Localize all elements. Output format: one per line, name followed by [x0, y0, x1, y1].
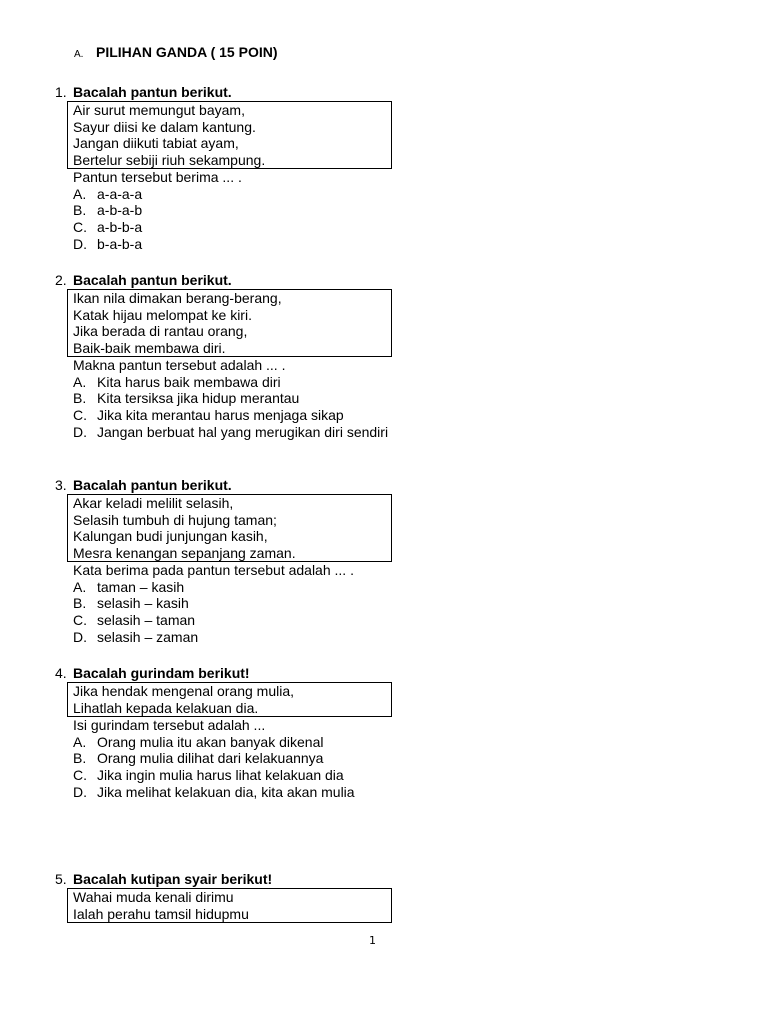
passage-line: Air surut memungut bayam,	[73, 102, 245, 118]
question-instruction: Bacalah pantun berikut.	[73, 272, 232, 288]
option-letter: A.	[73, 373, 87, 390]
question-instruction: Bacalah kutipan syair berikut!	[73, 871, 273, 887]
question-header	[55, 664, 392, 682]
passage-line: Mesra kenangan sepanjang zaman.	[73, 544, 296, 561]
option-text: b-a-b-a	[97, 235, 143, 252]
option-letter: A.	[73, 578, 87, 595]
option-text: a-a-a-a	[97, 185, 143, 202]
option-text: Kita harus baik membawa diri	[97, 373, 281, 390]
section-heading	[74, 44, 278, 60]
passage-line: Bertelur sebiji riuh sekampung.	[73, 151, 266, 168]
option-letter: D.	[73, 423, 87, 440]
option-b	[73, 750, 392, 767]
passage-line: Baik-baik membawa diri.	[73, 339, 226, 356]
question-5	[55, 870, 392, 923]
option-text: Jika kita merantau harus menjaga sikap	[97, 407, 344, 424]
option-text: selasih – zaman	[97, 628, 199, 645]
question-number: 1.	[55, 84, 67, 100]
question-stem: Isi gurindam tersebut adalah ...	[73, 717, 266, 733]
option-a	[73, 186, 392, 203]
passage-line: Selasih tumbuh di hujung taman;	[73, 511, 277, 528]
question-1	[55, 83, 392, 253]
option-letter: D.	[73, 628, 87, 645]
option-d	[73, 424, 392, 441]
section-title: PILIHAN GANDA ( 15 POIN)	[96, 44, 278, 60]
option-b	[73, 595, 392, 612]
question-stem: Makna pantun tersebut adalah ... .	[73, 357, 286, 373]
option-d	[73, 629, 392, 646]
question-2	[55, 271, 392, 441]
option-d	[73, 236, 392, 253]
option-b	[73, 390, 392, 407]
question-header	[55, 870, 392, 888]
passage-line: Jangan diikuti tabiat ayam,	[73, 135, 239, 151]
question-instruction: Bacalah pantun berikut.	[73, 477, 232, 493]
pantun-box	[67, 289, 392, 357]
passage-line: Lihatlah kepada kelakuan dia.	[73, 699, 259, 716]
option-letter: C.	[73, 612, 87, 629]
option-c	[73, 219, 392, 236]
option-a	[73, 734, 392, 751]
option-a	[73, 579, 392, 596]
option-text: Jangan berbuat hal yang merugikan diri sendiri	[97, 423, 389, 440]
question-3	[55, 476, 392, 646]
option-text: Jika melihat kelakuan dia, kita akan mulia	[97, 783, 355, 800]
passage-line: Katak hijau melompat ke kiri.	[73, 306, 252, 323]
passage-line: Wahai muda kenali dirimu	[73, 889, 234, 905]
option-letter: A.	[73, 185, 87, 202]
option-c	[73, 407, 392, 424]
option-letter: B.	[73, 202, 87, 219]
option-text: Jika ingin mulia harus lihat kelakuan dia	[97, 767, 344, 784]
option-text: Orang mulia itu akan banyak dikenal	[97, 733, 324, 750]
question-stem: Pantun tersebut berima ... .	[73, 169, 242, 185]
question-number: 5.	[55, 871, 67, 887]
option-text: selasih – taman	[97, 612, 196, 629]
option-text: selasih – kasih	[97, 595, 189, 612]
option-text: taman – kasih	[97, 578, 185, 595]
option-letter: B.	[73, 750, 87, 767]
question-4	[55, 664, 392, 801]
question-number: 3.	[55, 477, 67, 493]
question-instruction: Bacalah pantun berikut.	[73, 84, 232, 100]
option-letter: C.	[73, 767, 87, 784]
question-stem: Kata berima pada pantun tersebut adalah ... .	[73, 562, 354, 578]
option-text: Orang mulia dilihat dari kelakuannya	[97, 750, 324, 767]
option-letter: C.	[73, 407, 87, 424]
option-letter: B.	[73, 595, 87, 612]
passage-line: Jika hendak mengenal orang mulia,	[73, 683, 295, 699]
passage-line: Akar keladi melilit selasih,	[73, 495, 234, 511]
option-letter: B.	[73, 390, 87, 407]
question-header	[55, 476, 392, 494]
passage-line: Sayur diisi ke dalam kantung.	[73, 118, 256, 135]
option-text: a-b-a-b	[97, 202, 143, 219]
option-d	[73, 784, 392, 801]
passage-line: Jika berada di rantau orang,	[73, 323, 248, 339]
option-letter: D.	[73, 783, 87, 800]
question-header	[55, 83, 392, 101]
syair-box	[67, 888, 392, 923]
option-letter: C.	[73, 219, 87, 236]
option-a	[73, 374, 392, 391]
gurindam-box	[67, 682, 392, 717]
option-letter: A.	[73, 733, 87, 750]
question-number: 4.	[55, 665, 67, 681]
section-letter: A.	[74, 49, 84, 60]
option-c	[73, 767, 392, 784]
option-b	[73, 202, 392, 219]
question-instruction: Bacalah gurindam berikut!	[73, 665, 250, 681]
passage-line: Ikan nila dimakan berang-berang,	[73, 290, 282, 306]
option-letter: D.	[73, 235, 87, 252]
question-number: 2.	[55, 272, 67, 288]
option-text: Kita tersiksa jika hidup merantau	[97, 390, 300, 407]
pantun-box	[67, 494, 392, 562]
option-text: a-b-b-a	[97, 219, 143, 236]
passage-line: Kalungan budi junjungan kasih,	[73, 528, 268, 544]
passage-line: Ialah perahu tamsil hidupmu	[73, 905, 249, 922]
question-header	[55, 271, 392, 289]
pantun-box	[67, 101, 392, 169]
page-number: 1	[369, 934, 376, 947]
option-c	[73, 612, 392, 629]
